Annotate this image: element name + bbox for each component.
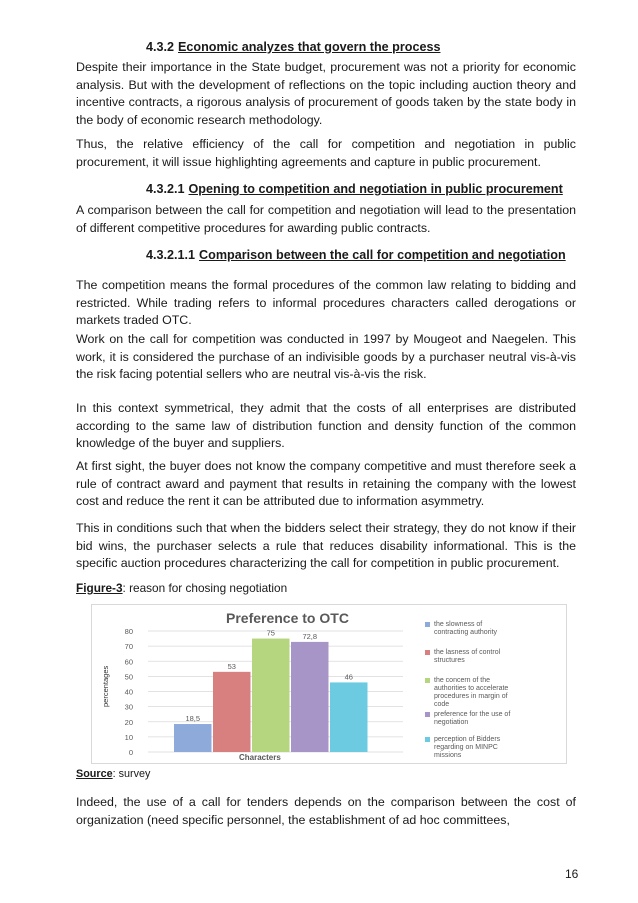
chart-title: Preference to OTC [226, 610, 349, 626]
source-label: Source [76, 768, 113, 780]
heading-title: Economic analyzes that govern the process [178, 40, 441, 54]
paragraph-9: Indeed, the use of a call for tenders depends on the comparison between the cost of organization (need specific personnel, the establishment of ad hoc committees, [76, 795, 576, 827]
bar-3 [252, 639, 290, 752]
y-tick-label: 50 [124, 672, 133, 682]
section-heading-4-3-2 [146, 40, 440, 54]
paragraph-6: In this context symmetrical, they admit that the costs of all enterprises are distributed according to the same law of distribution function and density function of the common knowledge of the buyer and suppliers. [76, 401, 576, 451]
x-axis-label: Characters [239, 753, 281, 762]
legend-swatch [425, 737, 430, 742]
legend-entry: the concern of the authorities to accelerate procedures in margin of code [434, 677, 509, 708]
heading-number: 4.3.2.1.1 [146, 248, 196, 262]
heading-title: Comparison between the call for competition and negotiation [199, 248, 566, 262]
paragraph-3: A comparison between the call for competition and negotiation will lead to the presentation of different competitive procedures for awarding public contracts. [76, 203, 576, 235]
bar-5 [330, 682, 368, 752]
source-text: : survey [112, 768, 151, 780]
bar-2 [213, 672, 251, 752]
bar-value-label: 75 [266, 628, 275, 638]
legend-entry: preference for the use of negotiation [434, 711, 511, 726]
legend-swatch [425, 712, 430, 717]
legend-entry: perception of Bidders regarding on MINPC missions [434, 736, 501, 759]
legend-entry: the lasness of control structures [434, 649, 501, 664]
legend-swatch [425, 622, 430, 627]
y-axis-label: percentages [101, 665, 110, 707]
y-tick-label: 10 [124, 732, 133, 742]
paragraph-1: Despite their importance in the State budget, procurement was not a priority for economic analysis. But with the development of reflections on the topic including auction theory and incentive contracts, a rigorous analysis of procurement of goods taken by the state body in the body of economic research methodology. [76, 60, 576, 127]
figure-caption-text: : reason for chosing negotiation [122, 581, 288, 595]
paragraph-2: Thus, the relative efficiency of the call for competition and negotiation in public procurement, it will issue highlighting agreements and capture in public procurement. [76, 137, 576, 169]
y-tick-label: 0 [128, 748, 133, 757]
page-number: 16 [565, 867, 579, 881]
bar-value-label: 46 [344, 672, 353, 682]
y-tick-label: 20 [124, 717, 133, 727]
section-heading-4-3-2-1 [146, 182, 563, 196]
legend-swatch [425, 678, 430, 683]
bar-value-label: 53 [227, 661, 236, 671]
figure-source [76, 768, 150, 780]
y-tick-label: 40 [124, 687, 133, 697]
bar-4 [291, 642, 329, 752]
paragraph-7: At first sight, the buyer does not know the company competitive and must therefore seek a rule of contract award and payment that results in retaining the company with the lowest cost and reduce the rent it can be attributed due to information asymmetry. [76, 459, 576, 509]
heading-number: 4.3.2.1 [146, 182, 185, 196]
section-heading-4-3-2-1-1 [146, 248, 566, 262]
paragraph-5: Work on the call for competition was conducted in 1997 by Mougeot and Naegelen. This work, it is considered the purchase of an indivisible goods by a purchaser neutral vis-à-vis the risk facing potential sellers who are neutral vis-à-vis the risk. [76, 332, 576, 382]
paragraph-4: The competition means the formal procedures of the common law relating to bidding and restricted. While trading refers to informal procedures characters called derogations or markets traded OTC. [76, 278, 576, 328]
y-tick-label: 70 [124, 642, 133, 652]
legend-swatch [425, 650, 430, 655]
y-tick-label: 60 [124, 657, 133, 667]
legend-entry: the slowness of contracting authority [434, 621, 498, 636]
figure-label: Figure-3 [76, 581, 123, 595]
bar-value-label: 18,5 [185, 714, 201, 724]
y-tick-label: 80 [124, 627, 133, 636]
bar-1 [174, 724, 212, 752]
paragraph-8: This in conditions such that when the bidders select their strategy, they do not know if their bid wins, the purchaser selects a rule that reduces disability informational. This is the specific auction procedures characterizing the call for competition in public procurement. [76, 521, 576, 571]
bar-value-label: 72,8 [302, 631, 318, 641]
heading-number: 4.3.2 [146, 40, 175, 54]
bar-chart [91, 604, 567, 764]
figure-caption [76, 581, 287, 595]
y-tick-label: 30 [124, 702, 133, 712]
heading-title: Opening to competition and negotiation in public procurement [188, 182, 563, 196]
